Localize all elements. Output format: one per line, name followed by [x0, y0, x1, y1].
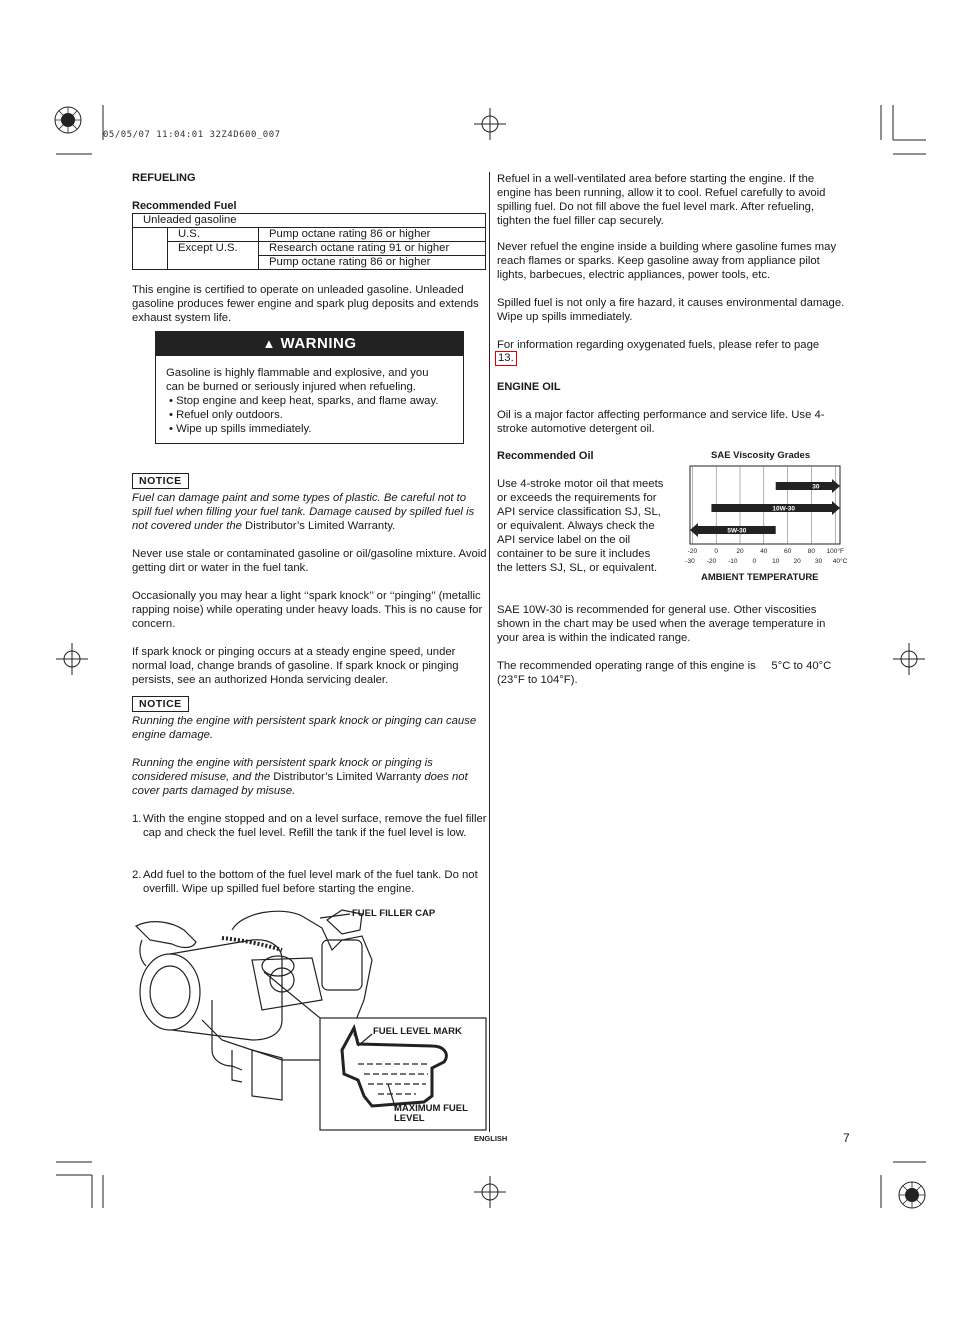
notice-label: NOTICE [132, 473, 189, 489]
fuel-table-region: Except U.S. [168, 242, 259, 270]
section-title-refueling: REFUELING [132, 172, 196, 184]
chart-tick-label-f: 0 [714, 548, 719, 555]
chart-tick-label-f: -20 [687, 548, 698, 555]
notice-warranty: Distributor’s Limited Warranty [273, 771, 422, 783]
chart-tick-label-f: 20 [736, 548, 744, 555]
chart-tick-label-f: 60 [784, 548, 792, 555]
chart-tick-label-c: 40°C [832, 558, 848, 565]
viscosity-bar-label: 30 [812, 483, 820, 491]
paragraph-certified: This engine is certified to operate on unleaded gasoline. Unleaded gasoline produces fewer engine and spark plug deposits and extends exhaust system life. [132, 284, 479, 324]
step-number: 2. [132, 869, 142, 881]
notice-text-damage: Running the engine with persistent spark knock or pinging can cause engine damage. [132, 715, 477, 741]
notice-warranty: Distributor’s Limited Warranty. [245, 520, 396, 532]
paragraph-stale: Never use stale or contaminated gasoline or oil/gasoline mixture. Avoid getting dirt or water in the fuel tank. [132, 548, 487, 574]
warning-triangle-icon: ▲ [262, 336, 276, 351]
paragraph-oil: Oil is a major factor affecting performance and service life. Use 4-stroke automotive detergent oil. [497, 409, 825, 435]
warning-line: • Wipe up spills immediately. [169, 423, 312, 435]
notice-italic: Fuel can damage paint and some types of plastic. Be careful not to spill fuel when filling your fuel tank. Damage caused by spilled fuel is not covered under the [132, 492, 475, 532]
chart-tick-label-c: 20 [793, 558, 801, 565]
chart-tick-label-f: 100°F [826, 548, 844, 555]
warning-box [155, 331, 464, 444]
notice-label: NOTICE [132, 696, 189, 712]
chart-tick-label-f: 80 [807, 548, 816, 555]
step-text: With the engine stopped and on a level surface, remove the fuel filler cap and check the fuel level. Refill the tank if the fuel level is low. [143, 813, 487, 839]
chart-xlabel: AMBIENT TEMPERATURE [701, 572, 819, 583]
chart-tick-label-f: 40 [760, 548, 768, 555]
step-number: 1. [132, 813, 142, 825]
paragraph-knock: Occasionally you may hear a light ‘‘spark knock’’ or ‘‘pinging’’ (metallic rapping noise) while operating under heavy loads. This is no cause for concern. [132, 590, 483, 630]
viscosity-chart [680, 464, 852, 568]
warning-line: • Refuel only outdoors. [169, 409, 283, 421]
step-item [132, 868, 488, 896]
warning-body [156, 356, 463, 436]
footer-language: ENGLISH [474, 1134, 508, 1143]
column-divider [489, 172, 490, 1132]
chart-tick-label-c: -30 [685, 558, 695, 565]
paragraph-spilled: Spilled fuel is not only a fire hazard, it causes environmental damage. Wipe up spills immediately. [497, 297, 845, 323]
fuel-table-spec: Pump octane rating 86 or higher [259, 228, 486, 242]
warning-line: Gasoline is highly flammable and explosive, and you [166, 367, 429, 379]
paragraph-inside: Never refuel the engine inside a building where gasoline fumes may reach flames or sparks. Keep gasoline away from appliance pilot lights, barbecues, electric appliances, power tools, etc. [497, 241, 837, 281]
fuel-table [132, 213, 486, 270]
warning-line: can be burned or seriously injured when refueling. [166, 381, 416, 393]
paragraph-sae: SAE 10W-30 is recommended for general use. Other viscosities shown in the chart may be used when the average temperature in your area is within the indicated range. [497, 604, 826, 644]
recommended-fuel-title: Recommended Fuel [132, 200, 237, 212]
chart-tick-label-c: 30 [814, 558, 823, 565]
label-fuel-level-mark: FUEL LEVEL MARK [373, 1026, 462, 1037]
viscosity-bar-30 [776, 479, 840, 493]
paragraph-range: The recommended operating range of this engine is 5°C to 40°C (23°F to 104°F). [497, 660, 835, 686]
chart-tick-label-c: -20 [706, 558, 717, 565]
fuel-table-region: U.S. [168, 228, 259, 242]
chart-title: SAE Viscosity Grades [711, 450, 811, 461]
viscosity-bar-label: 5W-30 [727, 527, 747, 535]
step-text: Add fuel to the bottom of the fuel level mark of the fuel tank. Do not overfill. Wipe up spilled fuel before starting the engine. [143, 869, 478, 895]
viscosity-chart-svg [680, 464, 852, 568]
fuel-table-spec: Research octane rating 91 or higher [259, 242, 486, 256]
engine-drawing-svg [132, 900, 488, 1132]
notice-text-paint [132, 491, 488, 533]
notice-italic: does not cover parts damaged by misuse. [132, 771, 468, 797]
notice-italic: Running the engine with persistent spark knock or pinging is considered misuse, and the [132, 757, 433, 783]
page-reference-link[interactable]: 13. [495, 351, 517, 366]
chart-tick-label-c: 10 [772, 558, 780, 565]
paragraph-oxygenated: For information regarding oxygenated fuels, please refer to page [497, 339, 820, 351]
print-stamp: 05/05/07 11:04:01 32Z4D600_007 [103, 130, 281, 140]
fuel-table-spec: Pump octane rating 86 or higher [259, 256, 486, 270]
engine-oil-title: ENGINE OIL [497, 381, 561, 393]
paragraph-use: Use 4-stroke motor oil that meets or exceeds the requirements for API service classification SJ, SL, or equivalent. Always check the API service label on the oil container to be sure it includes the letters SJ, SL, or equivalent. [497, 478, 664, 574]
warning-title: WARNING [280, 335, 357, 352]
paragraph-ventilated: Refuel in a well-ventilated area before starting the engine. If the engine has been running, allow it to cool. Refuel carefully to avoid spilling fuel. Do not fill above the fuel level mark. After refueling, tighten the fuel filler cap securely. [497, 173, 826, 227]
chart-tick-label-c: -10 [728, 558, 738, 565]
page-number: 7 [843, 1131, 850, 1145]
notice-text-misuse [132, 756, 488, 798]
chart-tick-label-c: 0 [752, 558, 757, 565]
warning-header [156, 332, 463, 356]
viscosity-bar-label: 10W-30 [772, 505, 796, 513]
warning-line: • Stop engine and keep heat, sparks, and flame away. [169, 395, 439, 407]
step-item [132, 812, 488, 840]
paragraph-persists: If spark knock or pinging occurs at a steady engine speed, under normal load, change brands of gasoline. If spark knock or pinging persists, see an authorized Honda servicing dealer. [132, 646, 459, 686]
engine-illustration [132, 900, 488, 1132]
label-maximum-fuel-level: MAXIMUM FUEL LEVEL [394, 1103, 468, 1124]
recommended-oil-title: Recommended Oil [497, 450, 594, 462]
fuel-table-header: Unleaded gasoline [133, 214, 486, 228]
fuel-table-indent [133, 228, 168, 270]
label-fuel-filler-cap: FUEL FILLER CAP [352, 908, 436, 919]
